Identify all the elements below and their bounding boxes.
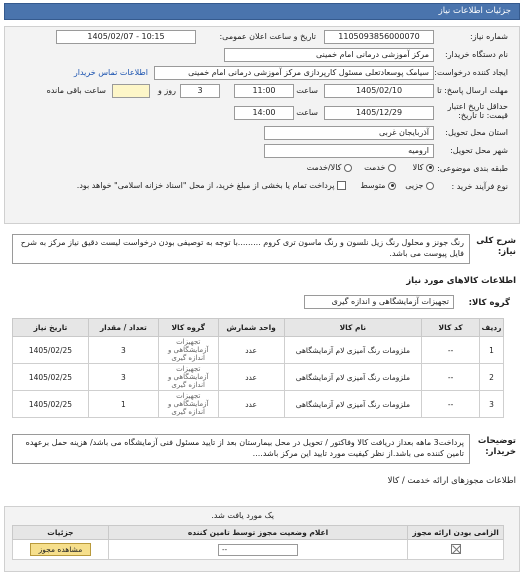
need-number-label: شماره نیاز: <box>470 32 508 41</box>
cell-code: -- <box>422 337 480 364</box>
cell-code: -- <box>422 391 480 418</box>
col-status: اعلام وضعیت مجوز توسط تامین کننده <box>108 526 407 540</box>
table-row <box>13 391 504 418</box>
page-title: جزئیات اطلاعات نیاز <box>438 6 511 16</box>
col-date: تاریخ نیاز <box>13 319 89 337</box>
days-remaining-field: 3 <box>180 84 220 98</box>
reply-time-label: ساعت <box>296 86 318 95</box>
col-name: نام کالا <box>284 319 422 337</box>
province-label: استان محل تحویل: <box>445 128 508 137</box>
col-code: کد کالا <box>422 319 480 337</box>
table-row <box>13 364 504 391</box>
cell-qty: 3 <box>88 364 158 391</box>
licenses-section-title: اطلاعات مجوزهای ارائه خدمت / کالا <box>387 476 516 486</box>
buyer-notes-text: پرداخت3 ماهه بعداز دریافت کالا وفاکتور / تحویل در محل بیمارستان بعد از تایید مسئول فنی آزمایشگاه می باشد/ هزینه حمل برعهده تامین کننده می باشد.از نظر کیفیت مورد تایید این مرکز باشد.... <box>12 434 470 464</box>
radio-icon[interactable] <box>344 164 352 172</box>
hours-remaining-label: ساعت باقی مانده <box>46 86 106 95</box>
licenses-table <box>12 525 504 560</box>
cell-row: 3 <box>480 391 504 418</box>
announce-datetime-field: 1405/02/07 - 10:15 <box>56 30 196 44</box>
need-number-field: 1105093856000070 <box>324 30 434 44</box>
licenses-table-header <box>13 526 504 540</box>
treasury-payment-option[interactable]: پرداخت تمام یا بخشی از مبلغ خرید، از محل "اسناد خزانه اسلامی" خواهد بود. <box>77 181 346 190</box>
process-option-medium[interactable]: متوسط <box>360 181 396 190</box>
cell-unit: عدد <box>218 337 284 364</box>
goods-group-label: گروه کالا: <box>468 298 510 308</box>
buyer-notes-label-2: خریدار: <box>485 447 516 457</box>
validity-time-label: ساعت <box>296 108 318 117</box>
validity-time-field: 14:00 <box>234 106 294 120</box>
cell-name: ملزومات رنگ آمیزی لام آزمایشگاهی <box>284 364 422 391</box>
col-required: الزامی بودن ارائه مجوز <box>408 526 504 540</box>
category-option-both[interactable]: کالا/خدمت <box>307 163 352 172</box>
buyer-notes-label-1: توضیحات <box>477 436 516 446</box>
buyer-contact-link[interactable]: اطلاعات تماس خریدار <box>73 68 148 77</box>
cell-unit: عدد <box>218 364 284 391</box>
cell-group: تجهیزات آزمایشگاهی و اندازه گیری <box>158 391 218 418</box>
radio-icon[interactable] <box>388 164 396 172</box>
category-option-service[interactable]: خدمت <box>364 163 396 172</box>
col-row: ردیف <box>480 319 504 337</box>
summary-text: رنگ جونز و محلول رنگ زیل نلسون و رنگ ماسون تری کروم .........با توجه به توصیفی بودن درخواست لیست دقیق نیاز مرکز به شرح فایل پیوست می باشد. <box>12 234 470 264</box>
cell-date: 1405/02/25 <box>13 337 89 364</box>
buyer-org-field: مرکز آموزشی درمانی امام خمینی <box>224 48 434 62</box>
col-unit: واحد شمارش <box>218 319 284 337</box>
category-option-goods[interactable]: کالا <box>413 163 434 172</box>
goods-group-field: تجهیزات آزمایشگاهی و اندازه گیری <box>304 295 454 309</box>
hours-remaining-field <box>112 84 150 98</box>
page-header <box>4 3 520 20</box>
summary-label-1: شرح کلی <box>476 236 516 246</box>
cell-group: تجهیزات آزمایشگاهی و اندازه گیری <box>158 364 218 391</box>
radio-icon[interactable] <box>426 182 434 190</box>
licenses-found-text: یک مورد یافت شد. <box>211 511 274 520</box>
radio-selected-icon[interactable] <box>426 164 434 172</box>
reply-date-field: 1405/02/10 <box>324 84 434 98</box>
cell-row: 1 <box>480 337 504 364</box>
category-label: طبقه بندی موضوعی: <box>437 164 508 173</box>
cell-unit: عدد <box>218 391 284 418</box>
cell-code: -- <box>422 364 480 391</box>
cell-qty: 3 <box>88 337 158 364</box>
cell-status <box>108 540 407 560</box>
province-field: آذربایجان غربی <box>264 126 434 140</box>
validity-label-1: حداقل تاریخ اعتبار <box>447 102 508 111</box>
reply-deadline-label: مهلت ارسال پاسخ: تا <box>436 86 508 95</box>
table-row <box>13 540 504 560</box>
reply-time-field: 11:00 <box>234 84 294 98</box>
license-status-select[interactable]: -- <box>218 544 298 556</box>
cell-date: 1405/02/25 <box>13 391 89 418</box>
cell-date: 1405/02/25 <box>13 364 89 391</box>
col-group: گروه کالا <box>158 319 218 337</box>
requester-label: ایجاد کننده درخواست: <box>434 68 508 77</box>
table-row <box>13 337 504 364</box>
requester-field: سیامک پوسعادتعلی مسئول کارپردازی مرکز آموزشی درمانی امام خمینی <box>154 66 434 80</box>
cell-details <box>13 540 109 560</box>
radio-selected-icon[interactable] <box>388 182 396 190</box>
cell-name: ملزومات رنگ آمیزی لام آزمایشگاهی <box>284 391 422 418</box>
city-field: ارومیه <box>264 144 434 158</box>
validity-label-2: قیمت: تا تاریخ: <box>458 111 508 120</box>
view-license-button[interactable]: مشاهده مجوز <box>30 543 92 556</box>
cell-required <box>408 540 504 560</box>
validity-date-field: 1405/12/29 <box>324 106 434 120</box>
cell-name: ملزومات رنگ آمیزی لام آزمایشگاهی <box>284 337 422 364</box>
cell-group: تجهیزات آزمایشگاهی و اندازه گیری <box>158 337 218 364</box>
process-option-minor[interactable]: جزیی <box>405 181 434 190</box>
required-checkbox-icon <box>451 544 461 554</box>
process-label: نوع فرآیند خرید : <box>451 182 508 191</box>
col-qty: تعداد / مقدار <box>88 319 158 337</box>
city-label: شهر محل تحویل: <box>450 146 508 155</box>
col-details: جزئیات <box>13 526 109 540</box>
goods-table <box>12 318 504 418</box>
cell-qty: 1 <box>88 391 158 418</box>
checkbox-icon[interactable] <box>337 181 346 190</box>
goods-table-header <box>13 319 504 337</box>
goods-section-title: اطلاعات کالاهای مورد نیاز <box>406 276 516 286</box>
summary-label-2: نیاز: <box>497 247 516 257</box>
days-label: روز و <box>158 86 176 95</box>
buyer-org-label: نام دستگاه خریدار: <box>445 50 508 59</box>
announce-datetime-label: تاریخ و ساعت اعلان عمومی: <box>219 32 316 41</box>
cell-row: 2 <box>480 364 504 391</box>
